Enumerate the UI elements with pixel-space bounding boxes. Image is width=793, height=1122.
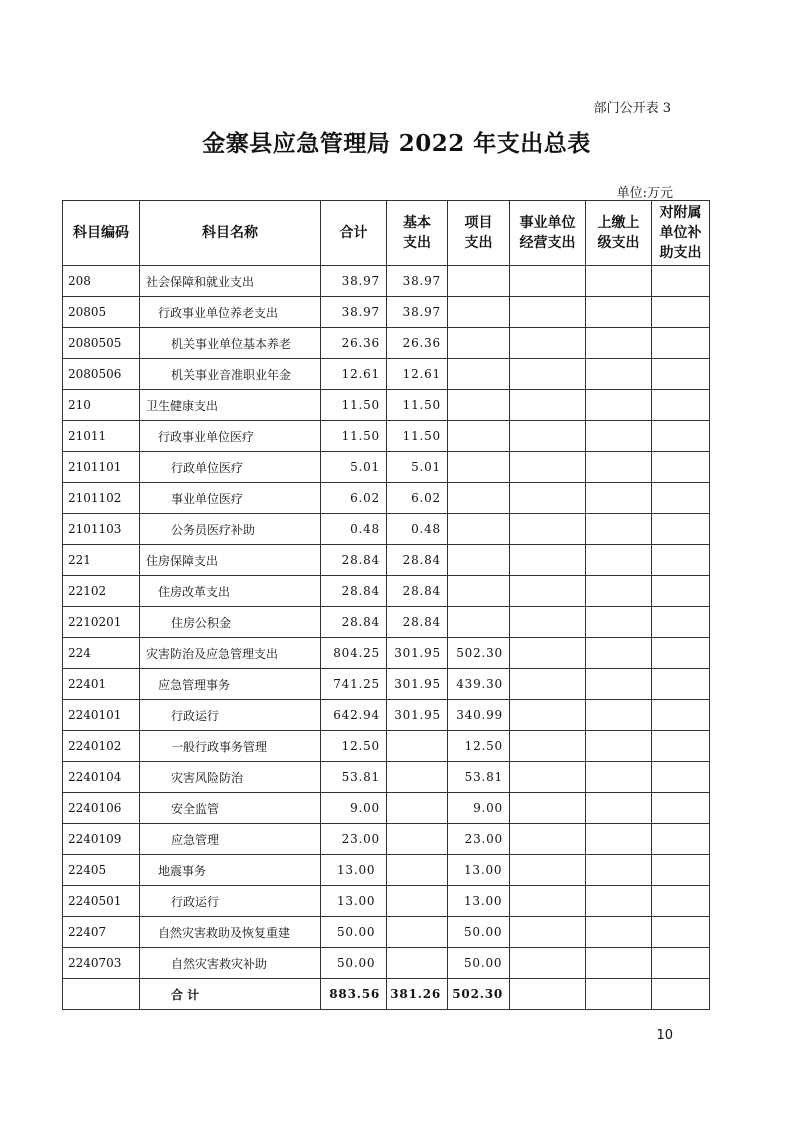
- total-cell: 53.81: [321, 762, 387, 793]
- name-cell: 住房公积金: [140, 607, 321, 638]
- table-row: [63, 576, 710, 607]
- project-cell: [448, 452, 510, 483]
- operating-cell: [510, 638, 586, 669]
- remit-cell: [586, 793, 652, 824]
- header-remit: 上缴上 级支出: [586, 201, 652, 266]
- table-row: [63, 917, 710, 948]
- header-total: 合计: [321, 201, 387, 266]
- project-cell: 13.00: [448, 886, 510, 917]
- total-cell: 13.00: [321, 886, 387, 917]
- total-cell: 26.36: [321, 328, 387, 359]
- basic-cell: [387, 731, 448, 762]
- header-operating: 事业单位 经营支出: [510, 201, 586, 266]
- name-cell: 安全监管: [140, 793, 321, 824]
- table-row: [63, 948, 710, 979]
- project-cell: [448, 545, 510, 576]
- basic-cell: 26.36: [387, 328, 448, 359]
- name-cell: 住房保障支出: [140, 545, 321, 576]
- subsidy-cell: [652, 390, 710, 421]
- table-row: [63, 762, 710, 793]
- name-cell: 住房改革支出: [140, 576, 321, 607]
- total-cell: 642.94: [321, 700, 387, 731]
- subsidy-cell: [652, 483, 710, 514]
- subsidy-cell: [652, 917, 710, 948]
- code-cell: 2240109: [63, 824, 140, 855]
- code-cell: 20805: [63, 297, 140, 328]
- total-cell: 11.50: [321, 390, 387, 421]
- code-cell: 2240104: [63, 762, 140, 793]
- header-code: 科目编码: [63, 201, 140, 266]
- unit-label: 单位:万元: [616, 186, 673, 201]
- remit-cell: [586, 266, 652, 297]
- remit-cell: [586, 917, 652, 948]
- subsidy-cell: [652, 669, 710, 700]
- subsidy-cell: [652, 421, 710, 452]
- operating-cell: [510, 669, 586, 700]
- project-cell: [448, 421, 510, 452]
- project-cell: 23.00: [448, 824, 510, 855]
- table-header-row: [63, 201, 710, 266]
- table-row: [63, 328, 710, 359]
- subsidy-cell: [652, 731, 710, 762]
- project-cell: 502.30: [448, 638, 510, 669]
- subsidy-cell: [652, 700, 710, 731]
- code-cell: 2240501: [63, 886, 140, 917]
- basic-cell: 38.97: [387, 297, 448, 328]
- total-cell: 9.00: [321, 793, 387, 824]
- basic-cell: [387, 762, 448, 793]
- total-cell: 50.00: [321, 917, 387, 948]
- operating-cell: [510, 855, 586, 886]
- remit-cell: [586, 979, 652, 1010]
- subsidy-cell: [652, 297, 710, 328]
- operating-cell: [510, 452, 586, 483]
- code-cell: 22405: [63, 855, 140, 886]
- table-row: [63, 607, 710, 638]
- operating-cell: [510, 948, 586, 979]
- remit-cell: [586, 483, 652, 514]
- remit-cell: [586, 669, 652, 700]
- header-project: 项目 支出: [448, 201, 510, 266]
- basic-cell: 11.50: [387, 421, 448, 452]
- operating-cell: [510, 359, 586, 390]
- remit-cell: [586, 731, 652, 762]
- name-cell: 行政运行: [140, 886, 321, 917]
- total-cell: 23.00: [321, 824, 387, 855]
- name-cell: 行政单位医疗: [140, 452, 321, 483]
- subsidy-cell: [652, 359, 710, 390]
- basic-cell: 5.01: [387, 452, 448, 483]
- code-cell: 210: [63, 390, 140, 421]
- remit-cell: [586, 452, 652, 483]
- basic-cell: [387, 793, 448, 824]
- code-cell: 2210201: [63, 607, 140, 638]
- name-cell: 卫生健康支出: [140, 390, 321, 421]
- header-name: 科目名称: [140, 201, 321, 266]
- code-cell: 2080505: [63, 328, 140, 359]
- table-row: [63, 731, 710, 762]
- code-cell: 2101101: [63, 452, 140, 483]
- project-cell: [448, 297, 510, 328]
- operating-cell: [510, 328, 586, 359]
- operating-cell: [510, 917, 586, 948]
- total-cell: 6.02: [321, 483, 387, 514]
- table-row: [63, 359, 710, 390]
- remit-cell: [586, 607, 652, 638]
- name-cell: 行政事业单位医疗: [140, 421, 321, 452]
- basic-cell: 6.02: [387, 483, 448, 514]
- basic-cell: 301.95: [387, 638, 448, 669]
- project-cell: 13.00: [448, 855, 510, 886]
- total-cell: 0.48: [321, 514, 387, 545]
- basic-cell: 301.95: [387, 669, 448, 700]
- project-cell: [448, 328, 510, 359]
- name-cell: 地震事务: [140, 855, 321, 886]
- header-basic: 基本 支出: [387, 201, 448, 266]
- name-cell: 事业单位医疗: [140, 483, 321, 514]
- name-cell: 机关事业单位基本养老: [140, 328, 321, 359]
- name-cell: 灾害风险防治: [140, 762, 321, 793]
- total-cell: 13.00: [321, 855, 387, 886]
- subsidy-cell: [652, 948, 710, 979]
- table-row: [63, 669, 710, 700]
- project-cell: 9.00: [448, 793, 510, 824]
- subsidy-cell: [652, 545, 710, 576]
- operating-cell: [510, 390, 586, 421]
- table-row: [63, 545, 710, 576]
- project-cell: 12.50: [448, 731, 510, 762]
- total-row: [63, 979, 710, 1010]
- table-row: [63, 390, 710, 421]
- remit-cell: [586, 576, 652, 607]
- project-cell: [448, 576, 510, 607]
- subsidy-cell: [652, 266, 710, 297]
- operating-cell: [510, 545, 586, 576]
- remit-cell: [586, 390, 652, 421]
- name-cell: 一般行政事务管理: [140, 731, 321, 762]
- table-row: [63, 793, 710, 824]
- remit-cell: [586, 762, 652, 793]
- total-cell: 12.50: [321, 731, 387, 762]
- table-row: [63, 266, 710, 297]
- subsidy-cell: [652, 452, 710, 483]
- table-row: [63, 824, 710, 855]
- total-cell: 38.97: [321, 297, 387, 328]
- grand-total-cell: 883.56: [321, 979, 387, 1010]
- total-cell: 28.84: [321, 576, 387, 607]
- header-subsidy: 对附属 单位补 助支出: [652, 201, 710, 266]
- project-cell: [448, 359, 510, 390]
- total-cell: 38.97: [321, 266, 387, 297]
- name-cell: 行政运行: [140, 700, 321, 731]
- basic-cell: [387, 886, 448, 917]
- subsidy-cell: [652, 855, 710, 886]
- project-cell: [448, 266, 510, 297]
- subsidy-cell: [652, 638, 710, 669]
- basic-cell: 28.84: [387, 545, 448, 576]
- basic-cell: 38.97: [387, 266, 448, 297]
- name-cell: 公务员医疗补助: [140, 514, 321, 545]
- remit-cell: [586, 359, 652, 390]
- basic-cell: [387, 948, 448, 979]
- remit-cell: [586, 886, 652, 917]
- total-cell: 741.25: [321, 669, 387, 700]
- name-cell: 机关事业音准职业年金: [140, 359, 321, 390]
- table-tag: 部门公开表 3: [593, 101, 671, 116]
- table-row: [63, 514, 710, 545]
- project-cell: 50.00: [448, 948, 510, 979]
- operating-cell: [510, 514, 586, 545]
- code-cell: 2101103: [63, 514, 140, 545]
- operating-cell: [510, 483, 586, 514]
- remit-cell: [586, 948, 652, 979]
- project-cell: 439.30: [448, 669, 510, 700]
- subsidy-cell: [652, 793, 710, 824]
- total-cell: 11.50: [321, 421, 387, 452]
- remit-cell: [586, 328, 652, 359]
- remit-cell: [586, 700, 652, 731]
- operating-cell: [510, 979, 586, 1010]
- name-cell: 行政事业单位养老支出: [140, 297, 321, 328]
- basic-cell: [387, 855, 448, 886]
- code-cell: 221: [63, 545, 140, 576]
- operating-cell: [510, 421, 586, 452]
- name-cell: 灾害防治及应急管理支出: [140, 638, 321, 669]
- basic-cell: 28.84: [387, 607, 448, 638]
- subsidy-cell: [652, 514, 710, 545]
- project-cell: [448, 514, 510, 545]
- subsidy-cell: [652, 886, 710, 917]
- operating-cell: [510, 824, 586, 855]
- operating-cell: [510, 762, 586, 793]
- table-row: [63, 452, 710, 483]
- grand-basic-cell: 381.26: [387, 979, 448, 1010]
- name-cell: 社会保障和就业支出: [140, 266, 321, 297]
- subsidy-cell: [652, 762, 710, 793]
- code-cell: 208: [63, 266, 140, 297]
- remit-cell: [586, 824, 652, 855]
- code-cell: 2101102: [63, 483, 140, 514]
- total-cell: 5.01: [321, 452, 387, 483]
- code-cell: 2240106: [63, 793, 140, 824]
- table-row: [63, 855, 710, 886]
- remit-cell: [586, 514, 652, 545]
- code-cell: 21011: [63, 421, 140, 452]
- basic-cell: 301.95: [387, 700, 448, 731]
- code-cell: 22407: [63, 917, 140, 948]
- operating-cell: [510, 886, 586, 917]
- name-cell: 应急管理: [140, 824, 321, 855]
- name-cell: 自然灾害救助及恢复重建: [140, 917, 321, 948]
- total-code-cell: [63, 979, 140, 1010]
- total-cell: 12.61: [321, 359, 387, 390]
- basic-cell: 28.84: [387, 576, 448, 607]
- basic-cell: 0.48: [387, 514, 448, 545]
- total-cell: 804.25: [321, 638, 387, 669]
- operating-cell: [510, 700, 586, 731]
- grand-project-cell: 502.30: [448, 979, 510, 1010]
- basic-cell: [387, 824, 448, 855]
- project-cell: 53.81: [448, 762, 510, 793]
- table-row: [63, 421, 710, 452]
- basic-cell: 11.50: [387, 390, 448, 421]
- operating-cell: [510, 607, 586, 638]
- operating-cell: [510, 297, 586, 328]
- code-cell: 2240101: [63, 700, 140, 731]
- code-cell: 2080506: [63, 359, 140, 390]
- remit-cell: [586, 545, 652, 576]
- operating-cell: [510, 793, 586, 824]
- operating-cell: [510, 266, 586, 297]
- project-cell: 50.00: [448, 917, 510, 948]
- remit-cell: [586, 855, 652, 886]
- total-label: 合 计: [140, 979, 321, 1010]
- name-cell: 应急管理事务: [140, 669, 321, 700]
- subsidy-cell: [652, 328, 710, 359]
- page-number: 10: [656, 1028, 673, 1043]
- table-row: [63, 483, 710, 514]
- subsidy-cell: [652, 824, 710, 855]
- subsidy-cell: [652, 607, 710, 638]
- project-cell: [448, 483, 510, 514]
- table-row: [63, 886, 710, 917]
- code-cell: 224: [63, 638, 140, 669]
- project-cell: 340.99: [448, 700, 510, 731]
- project-cell: [448, 390, 510, 421]
- total-cell: 50.00: [321, 948, 387, 979]
- total-cell: 28.84: [321, 607, 387, 638]
- expenditure-table: [62, 200, 710, 1010]
- table-row: [63, 638, 710, 669]
- code-cell: 2240102: [63, 731, 140, 762]
- operating-cell: [510, 576, 586, 607]
- remit-cell: [586, 421, 652, 452]
- basic-cell: [387, 917, 448, 948]
- page-title: 金寨县应急管理局 2022 年支出总表: [202, 130, 591, 157]
- table-row: [63, 297, 710, 328]
- total-cell: 28.84: [321, 545, 387, 576]
- code-cell: 22401: [63, 669, 140, 700]
- operating-cell: [510, 731, 586, 762]
- subsidy-cell: [652, 979, 710, 1010]
- code-cell: 2240703: [63, 948, 140, 979]
- subsidy-cell: [652, 576, 710, 607]
- project-cell: [448, 607, 510, 638]
- code-cell: 22102: [63, 576, 140, 607]
- remit-cell: [586, 297, 652, 328]
- table-row: [63, 700, 710, 731]
- basic-cell: 12.61: [387, 359, 448, 390]
- remit-cell: [586, 638, 652, 669]
- name-cell: 自然灾害救灾补助: [140, 948, 321, 979]
